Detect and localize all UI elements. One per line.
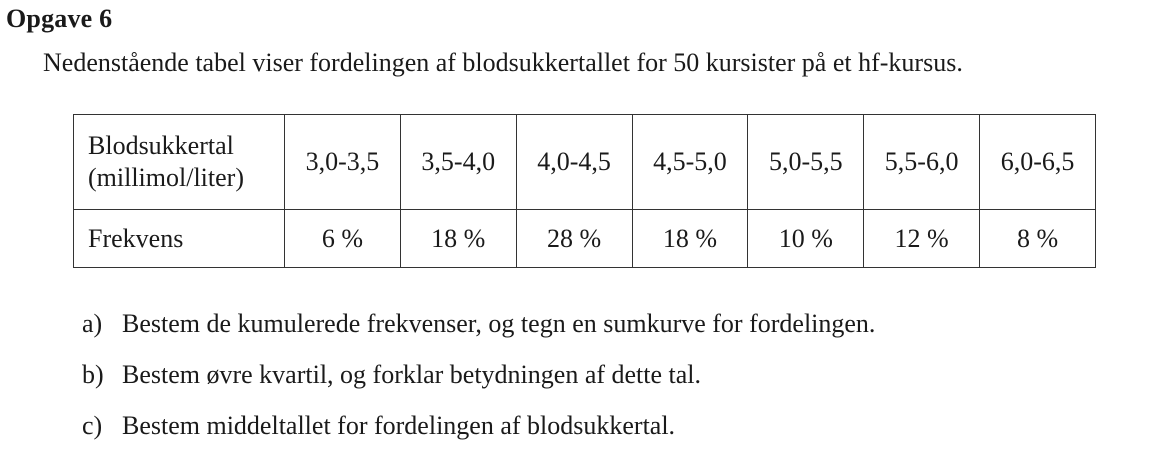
- exercise-title: Opgave 6: [6, 4, 113, 33]
- question-item: [82, 309, 875, 339]
- table-row-frequencies: [74, 210, 1096, 268]
- question-letter: c): [82, 411, 103, 440]
- question-text: Bestem øvre kvartil, og forklar betydningen af dette tal.: [122, 360, 702, 389]
- question-item: [82, 411, 675, 441]
- interval-cell: 4,0-4,5: [516, 115, 632, 210]
- table-row-intervals: [74, 115, 1096, 210]
- interval-cell: 6,0-6,5: [980, 115, 1096, 210]
- frequency-cell: 6 %: [285, 210, 401, 268]
- row-header-line-2: (millimol/liter): [88, 163, 244, 192]
- question-letter: b): [82, 360, 104, 389]
- row-header-frekvens: Frekvens: [74, 210, 285, 268]
- interval-cell: 3,0-3,5: [285, 115, 401, 210]
- frequency-cell: 8 %: [980, 210, 1096, 268]
- interval-cell: 5,0-5,5: [748, 115, 864, 210]
- row-header-blodsukkertal: [74, 115, 285, 210]
- frequency-table: [73, 114, 1096, 268]
- question-letter: a): [82, 309, 103, 338]
- question-text: Bestem middeltallet for fordelingen af blodsukkertal.: [122, 411, 676, 440]
- frequency-cell: 28 %: [516, 210, 632, 268]
- row-header-line-1: Blodsukkertal: [88, 131, 234, 160]
- interval-cell: 3,5-4,0: [400, 115, 516, 210]
- frequency-cell: 18 %: [400, 210, 516, 268]
- question-item: [82, 360, 701, 390]
- frequency-cell: 10 %: [748, 210, 864, 268]
- frequency-cell: 12 %: [864, 210, 980, 268]
- question-text: Bestem de kumulerede frekvenser, og tegn en sumkurve for fordelingen.: [122, 309, 876, 338]
- interval-cell: 5,5-6,0: [864, 115, 980, 210]
- exercise-intro: Nedenstående tabel viser fordelingen af blodsukkertallet for 50 kursister på et hf-kursus.: [43, 48, 963, 77]
- frequency-cell: 18 %: [632, 210, 748, 268]
- interval-cell: 4,5-5,0: [632, 115, 748, 210]
